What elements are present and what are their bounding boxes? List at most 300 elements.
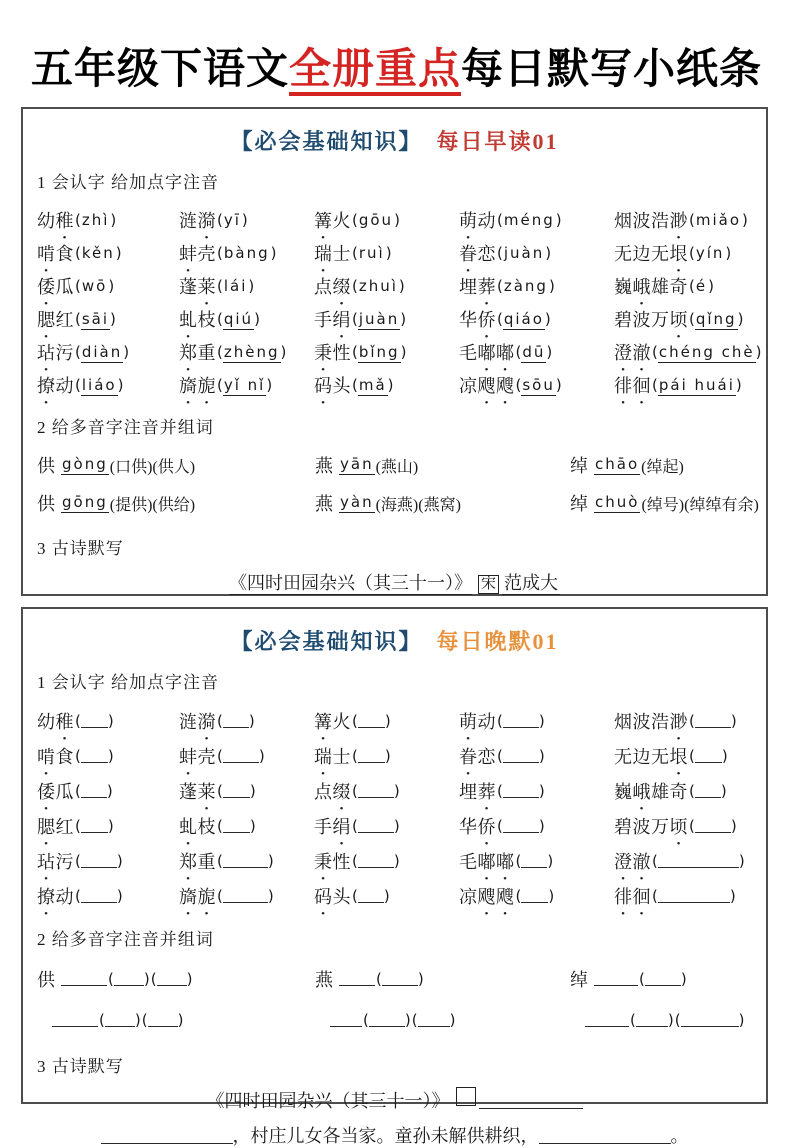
- part2-label: 2 给多音字注音并组词: [37, 418, 214, 437]
- word-text: 毛嘟嘟: [459, 342, 515, 363]
- pinyin-answer: zhì: [81, 210, 110, 229]
- multi-sound-grid: [37, 958, 752, 1040]
- pinyin-answer: sōu: [522, 375, 555, 394]
- word-text: 点缀: [314, 781, 351, 802]
- word-entry: [37, 738, 179, 773]
- word-blank-parens: ( ): [411, 1010, 456, 1029]
- word-entry: [459, 843, 614, 878]
- multi-sound-words: (口供)(供人): [109, 458, 196, 476]
- word-entry: [179, 368, 314, 401]
- pinyin-blank: [223, 889, 268, 903]
- word-blank-parens: ( ): [99, 1010, 141, 1029]
- multi-sound-blank-entry: [315, 999, 570, 1040]
- multi-sound-grid: [37, 446, 759, 522]
- pinyin-blank: [81, 714, 108, 728]
- pinyin-parens: ( ): [352, 711, 391, 730]
- page-title-suffix: 每日默写小纸条: [461, 45, 763, 92]
- pinyin-answer: wō: [81, 276, 108, 295]
- pinyin-parens: (zhì): [75, 210, 117, 229]
- multi-sound-char: 燕: [315, 969, 333, 990]
- word-entry: [37, 203, 179, 236]
- pinyin-blank: [695, 819, 731, 833]
- pinyin-answer: pái huái: [658, 375, 735, 394]
- pinyin-parens: ( ): [217, 886, 274, 905]
- word-text: 啃食: [37, 243, 74, 264]
- pinyin-parens: (wō): [75, 276, 115, 295]
- pinyin-blank: [594, 972, 638, 986]
- word-text: 幼稚: [37, 210, 74, 231]
- multi-sound-pinyin: gōng: [62, 493, 108, 511]
- word-entry: [459, 335, 614, 368]
- word-text: 蓬莱: [179, 781, 216, 802]
- pinyin-answer: chéng chè: [658, 342, 755, 361]
- pinyin-blank: [61, 972, 107, 986]
- pinyin-parens: ( ): [75, 711, 114, 730]
- word-entry: [614, 236, 761, 269]
- poem-blank: [539, 1130, 671, 1144]
- part2-label: 2 给多音字注音并组词: [37, 930, 214, 949]
- word-text: 篝火: [314, 711, 351, 732]
- pinyin-parens: (miǎo): [689, 210, 748, 229]
- word-entry: [314, 703, 459, 738]
- word-text: 萌动: [459, 210, 496, 231]
- word-text: 碧波万顷: [614, 309, 688, 330]
- pinyin-parens: (zhèng): [217, 342, 287, 361]
- multi-sound-words: (绰起): [641, 458, 684, 476]
- pinyin-blank: [223, 784, 250, 798]
- word-entry: [179, 703, 314, 738]
- pinyin-parens: (gōu): [352, 210, 400, 229]
- word-text: 手绢: [314, 309, 351, 330]
- pinyin-parens: (méng): [497, 210, 562, 229]
- pinyin-answer: bàng: [223, 243, 270, 262]
- word-entry: [179, 236, 314, 269]
- pinyin-blank: [658, 854, 739, 868]
- word-entry: [459, 368, 614, 401]
- poem-title-line: [37, 1087, 752, 1113]
- section-evening-dictation: [21, 607, 768, 1146]
- multi-sound-pinyin: chāo: [595, 455, 640, 473]
- poem-author-blank: [479, 1095, 583, 1109]
- part1-label: 1 会认字 给加点字注音: [37, 173, 219, 192]
- pinyin-answer: gōu: [358, 210, 394, 229]
- part3-label: 3 古诗默写: [37, 539, 124, 558]
- word-text: 毛嘟嘟: [459, 851, 515, 872]
- multi-sound-entry: [315, 446, 570, 484]
- multi-sound-pinyin: chuò: [595, 493, 640, 511]
- pinyin-answer: lái: [223, 276, 248, 295]
- word-entry: [314, 335, 459, 368]
- word-entry: [314, 302, 459, 335]
- pinyin-blank: [695, 784, 721, 798]
- pinyin-blank: [585, 1013, 629, 1027]
- multi-sound-words: (燕山): [375, 458, 419, 476]
- word-text: 涟漪: [179, 711, 216, 732]
- pinyin-answer: juàn: [358, 309, 400, 328]
- word-entry: [179, 269, 314, 302]
- pinyin-answer: mǎ: [358, 375, 387, 394]
- word-entry: [614, 843, 752, 878]
- pinyin-blank: [223, 819, 250, 833]
- pinyin-blank: [81, 749, 108, 763]
- poem-text-line: [37, 1122, 752, 1148]
- word-text: 蓬莱: [179, 276, 216, 297]
- word-entry: [314, 878, 459, 913]
- multi-sound-entry: [315, 484, 570, 522]
- pinyin-parens: ( ): [689, 746, 728, 765]
- poem-dynasty-box-empty: [456, 1087, 476, 1106]
- pinyin-parens: ( ): [352, 781, 400, 800]
- pinyin-answer: zhuì: [358, 276, 398, 295]
- word-entry: [314, 269, 459, 302]
- multi-sound-pinyin: yàn: [340, 493, 374, 511]
- pinyin-blank: [81, 854, 117, 868]
- section-bracket-title: 【必会基础知识】: [230, 629, 423, 654]
- poem-dynasty-box: 宋: [478, 575, 499, 594]
- poem-middle-text: ，村庄儿女各当家。童孙未解供耕织，: [232, 1126, 539, 1146]
- page-title: [0, 36, 793, 96]
- word-entry: [179, 773, 314, 808]
- pinyin-answer: yín: [695, 243, 725, 262]
- word-text: 虬枝: [179, 816, 216, 837]
- pinyin-blank: [339, 972, 375, 986]
- word-entry: [459, 773, 614, 808]
- pinyin-parens: ( ): [652, 886, 736, 905]
- multi-sound-char: 供: [37, 456, 55, 476]
- multi-sound-char: 供: [37, 494, 55, 514]
- word-entry: [37, 236, 179, 269]
- pinyin-parens: ( ): [217, 851, 274, 870]
- pinyin-parens: (zhuì): [352, 276, 405, 295]
- multi-sound-blank-entry: [315, 958, 570, 999]
- multi-sound-char: 绰: [570, 969, 588, 990]
- multi-sound-blank-entry: [37, 958, 315, 999]
- word-entry: [179, 878, 314, 913]
- pinyin-parens: (pái huái): [652, 375, 742, 394]
- word-blank: [114, 972, 144, 986]
- pinyin-parens: ( ): [75, 781, 113, 800]
- word-blank: [148, 1013, 178, 1027]
- pinyin-parens: (yín): [689, 243, 732, 262]
- pinyin-blank: [358, 784, 394, 798]
- word-text: 撩动: [37, 886, 74, 907]
- pinyin-parens: ( ): [497, 746, 545, 765]
- word-entry: [179, 808, 314, 843]
- multi-sound-char: 燕: [315, 494, 333, 514]
- pinyin-answer: yī: [223, 210, 241, 229]
- poem-blank: [101, 1130, 233, 1144]
- pinyin-parens: ( ): [75, 886, 123, 905]
- pinyin-answer: liáo: [81, 375, 117, 394]
- pinyin-blank: [358, 714, 385, 728]
- multi-sound-entry: [570, 446, 759, 484]
- pinyin-parens: (chéng chè): [652, 342, 762, 361]
- word-entry: [314, 203, 459, 236]
- multi-sound-entry: [570, 484, 759, 522]
- pinyin-blank: [358, 819, 394, 833]
- word-text: 倭瓜: [37, 781, 74, 802]
- word-entry: [459, 738, 614, 773]
- pinyin-blank: [358, 749, 385, 763]
- word-text: 澄澈: [614, 851, 651, 872]
- multi-sound-entry: [37, 446, 315, 484]
- pinyin-answer: é: [695, 276, 708, 295]
- word-blank: [636, 1013, 668, 1027]
- word-text: 涟漪: [179, 210, 216, 231]
- pinyin-parens: (yī): [217, 210, 248, 229]
- word-entry: [614, 335, 761, 368]
- word-entry: [37, 808, 179, 843]
- pinyin-blank: [81, 889, 117, 903]
- word-text: 旖旎: [179, 375, 216, 396]
- word-blank: [681, 1013, 739, 1027]
- word-blank-parens: ( ): [630, 1010, 674, 1029]
- page-title-prefix: 五年级下语文: [30, 45, 289, 92]
- pinyin-answer: ruì: [358, 243, 385, 262]
- word-entry: [179, 203, 314, 236]
- pinyin-parens: (é): [689, 276, 714, 295]
- section-bracket-title: 【必会基础知识】: [230, 129, 423, 154]
- pinyin-parens: (ruì): [352, 243, 392, 262]
- word-entry: [614, 368, 761, 401]
- pinyin-parens: ( ): [352, 851, 400, 870]
- word-text: 蚌壳: [179, 243, 216, 264]
- word-text: 徘徊: [614, 375, 651, 396]
- word-entry: [314, 738, 459, 773]
- word-grid: [37, 703, 752, 913]
- pinyin-blank: [223, 714, 249, 728]
- word-entry: [37, 878, 179, 913]
- word-text: 倭瓜: [37, 276, 74, 297]
- word-text: 华侨: [459, 816, 496, 837]
- pinyin-answer: zhèng: [223, 342, 280, 361]
- pinyin-parens: (bàng): [217, 243, 277, 262]
- poem-title: 《四时田园杂兴（其三十一）》: [228, 573, 472, 593]
- poem-author: 范成大: [504, 573, 558, 593]
- word-blank: [369, 1013, 405, 1027]
- word-entry: [37, 773, 179, 808]
- pinyin-parens: ( ): [75, 851, 123, 870]
- word-text: 凉飕飕: [459, 375, 515, 396]
- word-entry: [314, 368, 459, 401]
- pinyin-parens: (diàn): [75, 342, 130, 361]
- word-blank: [157, 972, 187, 986]
- pinyin-answer: qiáo: [503, 309, 544, 328]
- pinyin-blank: [695, 714, 731, 728]
- word-entry: [459, 236, 614, 269]
- pinyin-parens: (juàn): [352, 309, 407, 328]
- pinyin-parens: (mǎ): [352, 375, 394, 394]
- multi-sound-char: 绰: [570, 494, 588, 514]
- word-text: 码头: [314, 375, 351, 396]
- pinyin-parens: ( ): [515, 886, 555, 905]
- word-text: 幼稚: [37, 711, 74, 732]
- word-text: 玷污: [37, 851, 74, 872]
- word-grid: [37, 203, 762, 401]
- word-entry: [614, 302, 761, 335]
- pinyin-parens: ( ): [497, 781, 545, 800]
- word-text: 徘徊: [614, 886, 651, 907]
- pinyin-parens: (sōu): [515, 375, 562, 394]
- word-entry: [459, 878, 614, 913]
- word-entry: [459, 808, 614, 843]
- multi-sound-char: 燕: [315, 456, 333, 476]
- word-entry: [614, 773, 752, 808]
- section-header: [37, 125, 752, 156]
- word-text: 巍峨雄奇: [614, 781, 688, 802]
- word-entry: [314, 843, 459, 878]
- pinyin-answer: kěn: [81, 243, 115, 262]
- pinyin-blank: [503, 714, 539, 728]
- word-entry: [37, 302, 179, 335]
- word-text: 萌动: [459, 711, 496, 732]
- multi-sound-blank-entry: [37, 999, 315, 1040]
- pinyin-parens: ( ): [352, 886, 390, 905]
- multi-sound-words: (提供)(供给): [109, 496, 196, 514]
- multi-sound-words: (海燕)(燕窝): [375, 496, 461, 514]
- word-entry: [614, 808, 752, 843]
- pinyin-blank: [503, 749, 539, 763]
- pinyin-parens: (sāi): [75, 309, 116, 328]
- pinyin-parens: (lái): [217, 276, 255, 295]
- word-text: 秉性: [314, 342, 351, 363]
- word-text: 点缀: [314, 276, 351, 297]
- word-text: 虬枝: [179, 309, 216, 330]
- pinyin-blank: [330, 1013, 362, 1027]
- word-text: 埋葬: [459, 781, 496, 802]
- section-subtitle: 每日早读01: [436, 129, 559, 154]
- word-entry: [314, 808, 459, 843]
- multi-sound-pinyin: gòng: [62, 455, 108, 473]
- word-text: 巍峨雄奇: [614, 276, 688, 297]
- pinyin-parens: ( ): [217, 746, 265, 765]
- word-text: 华侨: [459, 309, 496, 330]
- pinyin-parens: ( ): [689, 781, 727, 800]
- word-text: 凉飕飕: [459, 886, 515, 907]
- word-text: 无边无垠: [614, 746, 688, 767]
- pinyin-parens: ( ): [689, 816, 737, 835]
- pinyin-parens: (qiú): [217, 309, 260, 328]
- pinyin-blank: [223, 854, 268, 868]
- word-blank-parens: ( ): [150, 969, 193, 988]
- multi-sound-pinyin: yān: [340, 455, 374, 473]
- word-blank-parens: ( ): [639, 969, 687, 988]
- pinyin-parens: (juàn): [497, 243, 552, 262]
- pinyin-answer: qiú: [223, 309, 254, 328]
- word-text: 瑞士: [314, 746, 351, 767]
- pinyin-answer: dū: [522, 342, 546, 361]
- pinyin-parens: (yǐ nǐ): [217, 375, 273, 394]
- pinyin-parens: ( ): [352, 816, 400, 835]
- pinyin-parens: ( ): [497, 816, 545, 835]
- pinyin-answer: diàn: [81, 342, 123, 361]
- word-entry: [459, 703, 614, 738]
- pinyin-parens: ( ): [515, 851, 554, 870]
- pinyin-parens: ( ): [652, 851, 745, 870]
- pinyin-blank: [521, 854, 547, 868]
- poem-block: [37, 1087, 752, 1148]
- pinyin-blank: [521, 889, 548, 903]
- word-entry: [179, 302, 314, 335]
- pinyin-parens: ( ): [689, 711, 737, 730]
- word-text: 烟波浩渺: [614, 711, 688, 732]
- poem-title-line: [37, 569, 752, 595]
- pinyin-blank: [358, 889, 384, 903]
- word-text: 无边无垠: [614, 243, 688, 264]
- word-blank: [645, 972, 681, 986]
- pinyin-blank: [223, 749, 259, 763]
- word-entry: [37, 368, 179, 401]
- word-blank-parens: ( ): [674, 1010, 745, 1029]
- word-text: 眷恋: [459, 746, 496, 767]
- pinyin-parens: ( ): [497, 711, 545, 730]
- word-entry: [459, 302, 614, 335]
- word-entry: [614, 738, 752, 773]
- section-header: [37, 625, 752, 656]
- word-text: 眷恋: [459, 243, 496, 264]
- pinyin-parens: ( ): [75, 816, 114, 835]
- word-entry: [179, 738, 314, 773]
- pinyin-parens: (bǐng): [352, 342, 407, 361]
- word-entry: [314, 236, 459, 269]
- word-entry: [37, 335, 179, 368]
- word-text: 碧波万顷: [614, 816, 688, 837]
- pinyin-blank: [503, 819, 539, 833]
- word-text: 篝火: [314, 210, 351, 231]
- word-text: 澄澈: [614, 342, 651, 363]
- word-entry: [37, 703, 179, 738]
- word-blank: [418, 1013, 450, 1027]
- pinyin-blank: [358, 854, 394, 868]
- word-entry: [179, 335, 314, 368]
- poem-end-punct: 。: [670, 1126, 689, 1146]
- word-entry: [614, 703, 752, 738]
- pinyin-answer: zàng: [503, 276, 548, 295]
- multi-sound-char: 供: [37, 969, 55, 990]
- poem-title: 《四时田园杂兴（其三十一）》: [206, 1091, 450, 1111]
- word-text: 手绢: [314, 816, 351, 837]
- pinyin-blank: [81, 819, 108, 833]
- word-blank-parens: ( ): [363, 1010, 411, 1029]
- word-text: 郑重: [179, 342, 216, 363]
- word-text: 瑞士: [314, 243, 351, 264]
- pinyin-answer: juàn: [503, 243, 545, 262]
- pinyin-answer: yǐ nǐ: [223, 375, 266, 394]
- word-text: 腮红: [37, 309, 74, 330]
- section-subtitle: 每日晚默01: [436, 629, 559, 654]
- word-entry: [614, 878, 752, 913]
- pinyin-answer: bǐng: [358, 342, 400, 361]
- word-text: 码头: [314, 886, 351, 907]
- pinyin-answer: qǐng: [695, 309, 737, 328]
- word-entry: [459, 269, 614, 302]
- word-text: 埋葬: [459, 276, 496, 297]
- pinyin-blank: [52, 1013, 98, 1027]
- word-blank-parens: ( ): [141, 1010, 184, 1029]
- part3-label: 3 古诗默写: [37, 1057, 124, 1076]
- pinyin-parens: (liáo): [75, 375, 124, 394]
- pinyin-parens: (qǐng): [689, 309, 744, 328]
- part1-label: 1 会认字 给加点字注音: [37, 673, 219, 692]
- multi-sound-words: (绰号)(绰绰有余): [641, 496, 759, 514]
- pinyin-answer: méng: [503, 210, 555, 229]
- word-text: 旖旎: [179, 886, 216, 907]
- word-entry: [614, 203, 761, 236]
- pinyin-parens: (qiáo): [497, 309, 551, 328]
- word-blank-parens: ( ): [108, 969, 150, 988]
- word-entry: [179, 843, 314, 878]
- word-entry: [37, 843, 179, 878]
